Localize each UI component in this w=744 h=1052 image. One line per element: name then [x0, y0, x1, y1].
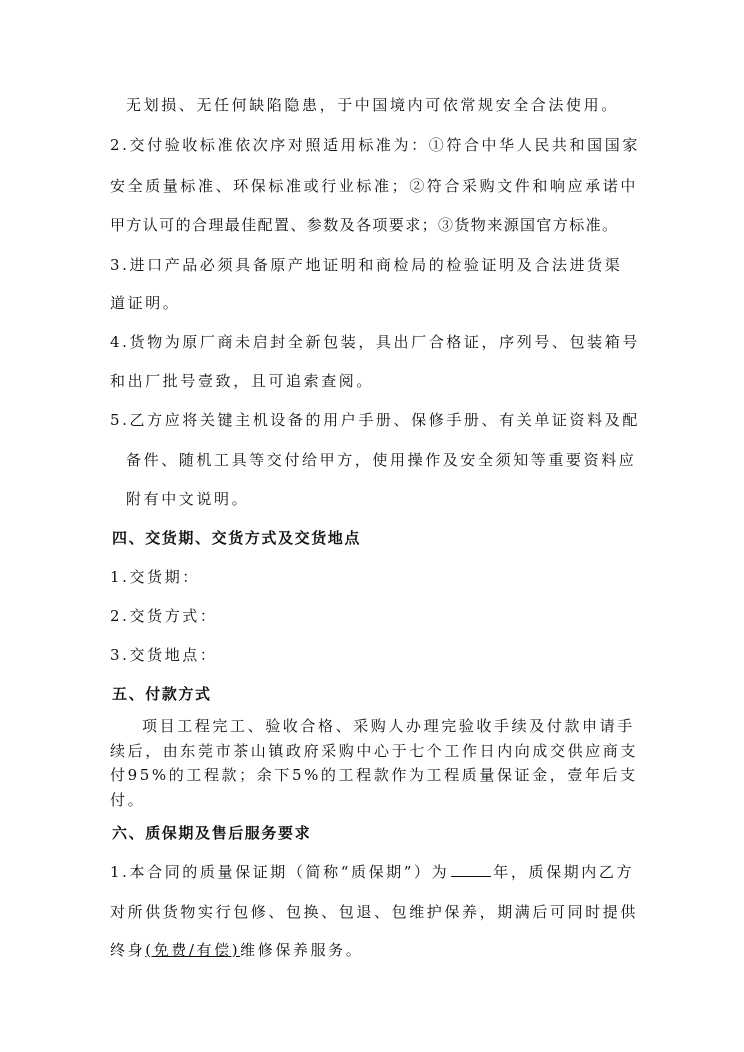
service-text: 维修保养服务。	[240, 941, 364, 959]
text-line: 无划损、无任何缺陷隐患，于中国境内可依常规安全合法使用。	[126, 96, 619, 114]
delivery-method-label: 2.交货方式：	[110, 607, 218, 625]
warranty-years-blank	[451, 862, 491, 877]
paragraph-line: 付95%的工程款；余下5%的工程款作为工程质量保证金，壹年后支	[110, 766, 638, 784]
section-heading: 六、质保期及售后服务要求	[112, 824, 312, 842]
warranty-text: 年，质保期内乙方	[493, 863, 635, 881]
paragraph-line: 项目工程完工、验收合格、采购人办理完验收手续及付款申请手	[142, 717, 635, 735]
service-option-underlined: (免费/有偿)	[145, 941, 241, 959]
text-line: 3.进口产品必须具备原产地证明和商检局的检验证明及合法进货渠	[110, 256, 623, 274]
paragraph-line: 付。	[110, 791, 146, 809]
text-line: 5.乙方应将关键主机设备的用户手册、保修手册、有关单证资料及配	[110, 411, 640, 429]
text-line: 备件、随机工具等交付给甲方，使用操作及安全须知等重要资料应	[126, 451, 637, 469]
service-line	[110, 940, 363, 960]
service-text: 终身	[110, 941, 146, 959]
text-line: 4.货物为原厂商未启封全新包装，具出厂合格证，序列号、包装箱号	[110, 333, 640, 351]
section-heading: 四、交货期、交货方式及交货地点	[112, 529, 362, 547]
text-line: 安全质量标准、环保标准或行业标准；②符合采购文件和响应承诺中	[110, 177, 639, 195]
delivery-period-label: 1.交货期：	[110, 568, 200, 586]
delivery-location-label: 3.交货地点：	[110, 646, 218, 664]
text-line: 和出厂批号壹致，且可追索查阅。	[110, 372, 375, 390]
section-heading: 五、付款方式	[112, 685, 212, 703]
text-line: 甲方认可的合理最佳配置、参数及各项要求；③货物来源国官方标准。	[110, 216, 619, 234]
text-line: 道证明。	[110, 294, 181, 312]
text-line: 2.交付验收标准依次序对照适用标准为：①符合中华人民共和国国家	[110, 136, 640, 154]
text-line: 对所供货物实行包修、包换、包退、包维护保养，期满后可同时提供	[110, 903, 639, 921]
paragraph-line: 续后，由东莞市茶山镇政府采购中心于七个工作日内向成交供应商支	[110, 742, 639, 760]
warranty-line	[110, 862, 634, 882]
warranty-text: 1.本合同的质量保证期（简称“质保期”）为	[110, 863, 450, 881]
text-line: 附有中文说明。	[126, 490, 250, 508]
